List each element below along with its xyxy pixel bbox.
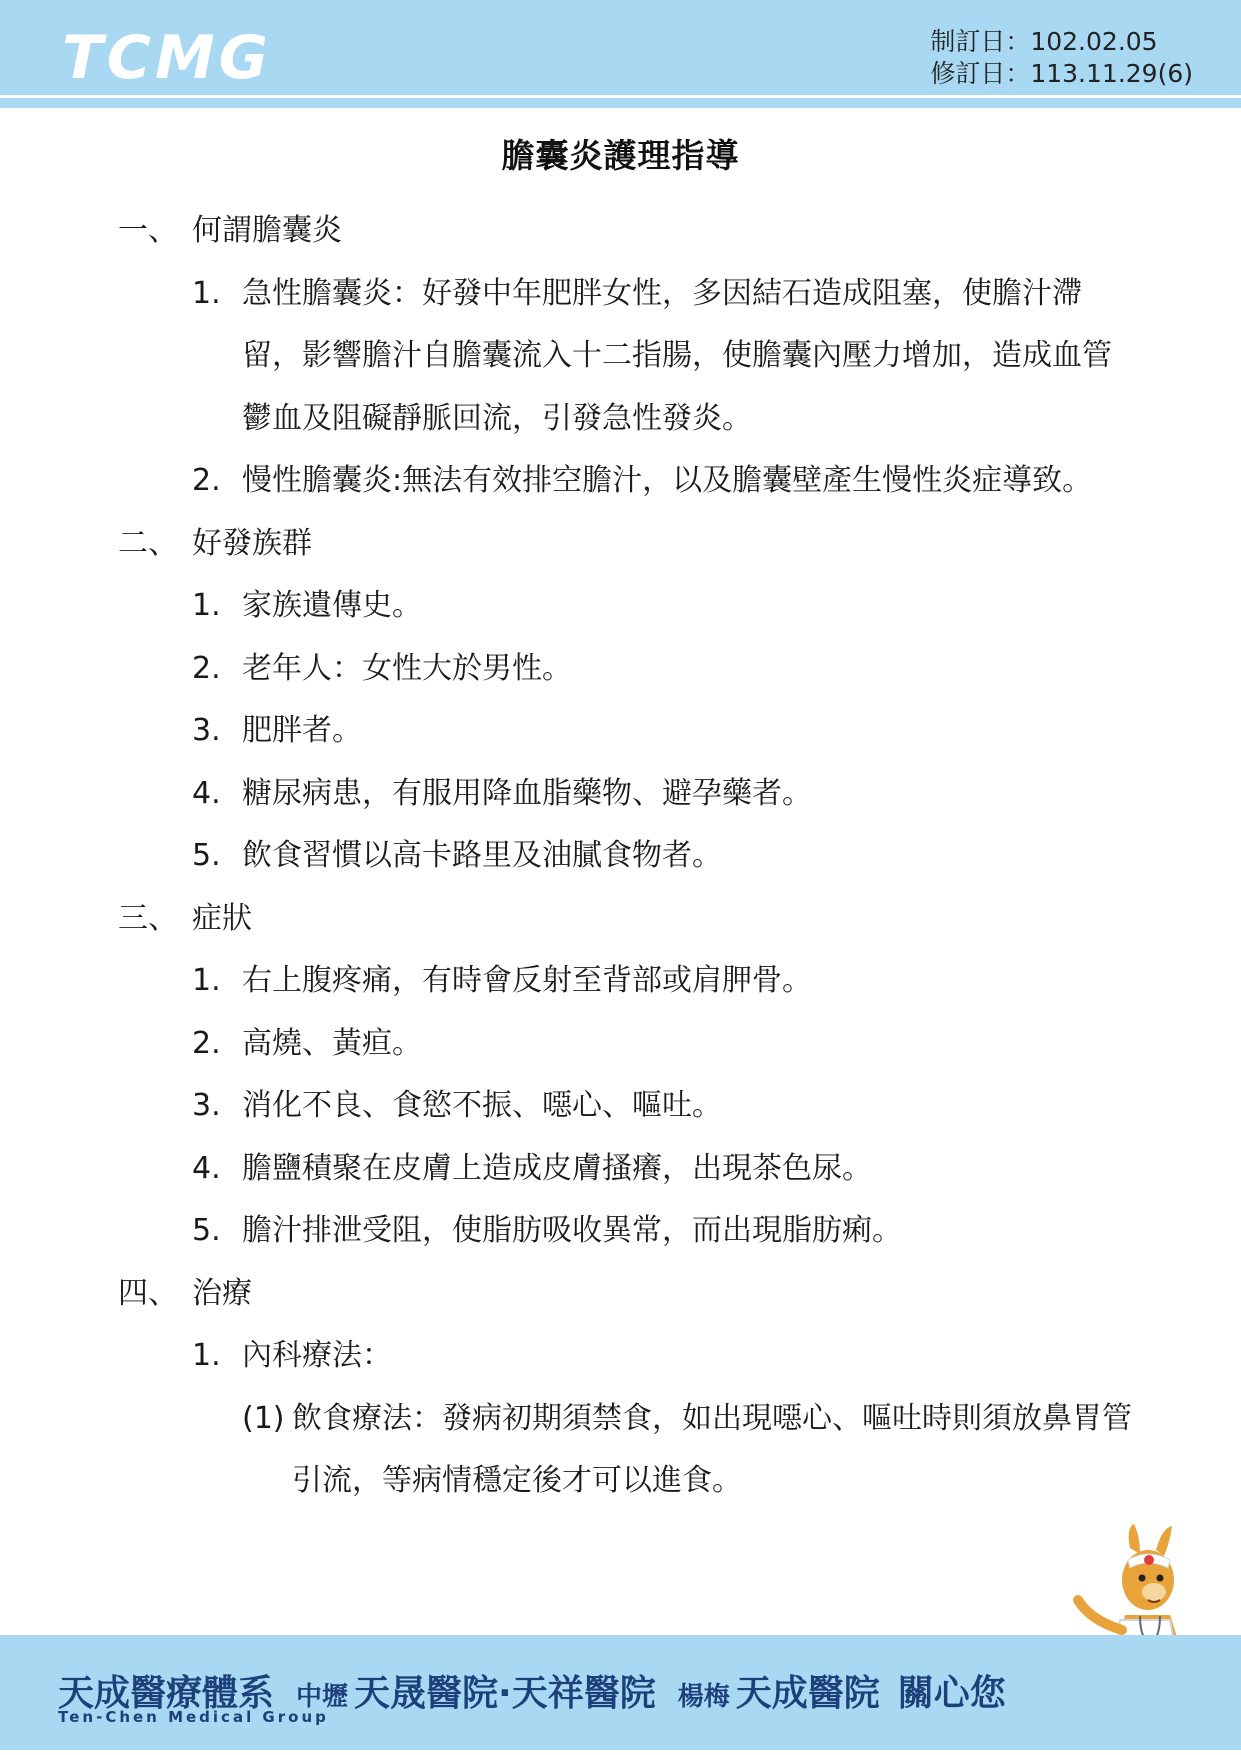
item-text: 糖尿病患，有服用降血脂藥物、避孕藥者。 [242,775,812,811]
created-label: 制訂日： [930,27,1031,56]
item-text: 膽汁排泄受阻，使脂肪吸收異常，而出現脂肪痢。 [242,1213,902,1248]
item-text: 老年人：女性大於男性。 [242,650,572,686]
list-item [118,950,1138,1013]
subitem-number: (1) [242,1400,285,1436]
list-item [118,1200,1138,1263]
list-item [118,575,1138,638]
section-number: 二、 [118,525,178,561]
item-number: 1. [192,963,221,998]
org-name: 天成醫療體系 [58,1673,275,1714]
item-text: 高燒、黃疸。 [242,1025,422,1061]
list-item [118,1325,1138,1388]
list-item [118,1138,1138,1201]
section-treatment [118,1263,1138,1513]
list-item [118,263,1138,451]
document-body [118,200,1138,1513]
revised-date: 113.11.29(6) [1030,59,1193,88]
created-date: 102.02.05 [1030,27,1158,56]
hospital-names-1: 天晟醫院·天祥醫院 [354,1673,656,1714]
revised-label: 修訂日： [930,59,1031,88]
header-divider [0,98,1241,108]
section-heading: 症狀 [192,900,252,936]
hospital-name-2: 天成醫院 [735,1673,880,1714]
item-text: 慢性膽囊炎:無法有效排空膽汁，以及膽囊壁產生慢性炎症導致。 [242,463,1093,498]
item-number: 1. [192,275,221,311]
section-number: 四、 [118,1275,178,1311]
list-item [118,700,1138,763]
section-symptoms [118,888,1138,1263]
group-name-english: Ten-Chen Medical Group [58,1708,329,1726]
item-number: 4. [192,1150,221,1186]
section-heading: 何謂膽囊炎 [192,213,342,248]
slogan: 關心您 [897,1673,1006,1714]
location-zhongli: 中壢 [296,1682,349,1712]
item-number: 2. [192,650,221,686]
created-date-row [930,26,1193,58]
section-definition [118,200,1138,513]
item-number: 2. [192,1025,221,1061]
list-item [118,638,1138,701]
item-text: 飲食習慣以高卡路里及油膩食物者。 [242,838,722,873]
document-dates [930,26,1193,90]
location-yangmei: 楊梅 [677,1682,730,1712]
item-text: 內科療法： [242,1338,392,1373]
item-number: 3. [192,1088,221,1123]
revised-date-row [930,58,1193,90]
tcmg-logo: TCMG [62,23,272,93]
list-item [118,450,1138,513]
section-number: 三、 [118,900,178,936]
subitem-text: 飲食療法：發病初期須禁食，如出現噁心、嘔吐時則須放鼻胃管引流，等病情穩定後才可以進食。 [292,1400,1132,1498]
item-number: 4. [192,775,221,811]
item-text: 膽鹽積聚在皮膚上造成皮膚搔癢，出現茶色尿。 [242,1150,872,1186]
item-text: 右上腹疼痛，有時會反射至背部或肩胛骨。 [242,963,812,998]
section-number: 一、 [118,213,178,248]
section-heading: 治療 [192,1275,252,1311]
item-number: 3. [192,713,221,748]
item-text: 家族遺傳史。 [242,588,422,623]
item-number: 1. [192,588,221,623]
item-number: 1. [192,1338,221,1373]
list-item [118,1013,1138,1076]
item-text: 急性膽囊炎：好發中年肥胖女性，多因結石造成阻塞，使膽汁滯留，影響膽汁自膽囊流入十二指腸，使膽囊內壓力增加，造成血管鬱血及阻礙靜脈回流，引發急性發炎。 [242,275,1112,436]
page-title: 膽囊炎護理指導 [501,136,740,175]
item-text: 肥胖者。 [242,713,362,748]
item-text: 消化不良、食慾不振、噁心、嘔吐。 [242,1088,722,1123]
section-risk-groups [118,513,1138,888]
list-item [118,1075,1138,1138]
item-number: 5. [192,838,221,873]
section-heading: 好發族群 [192,525,312,561]
list-item [118,825,1138,888]
item-number: 2. [192,463,221,498]
item-number: 5. [192,1213,221,1248]
list-item [118,763,1138,826]
sub-list-item [118,1388,1138,1513]
